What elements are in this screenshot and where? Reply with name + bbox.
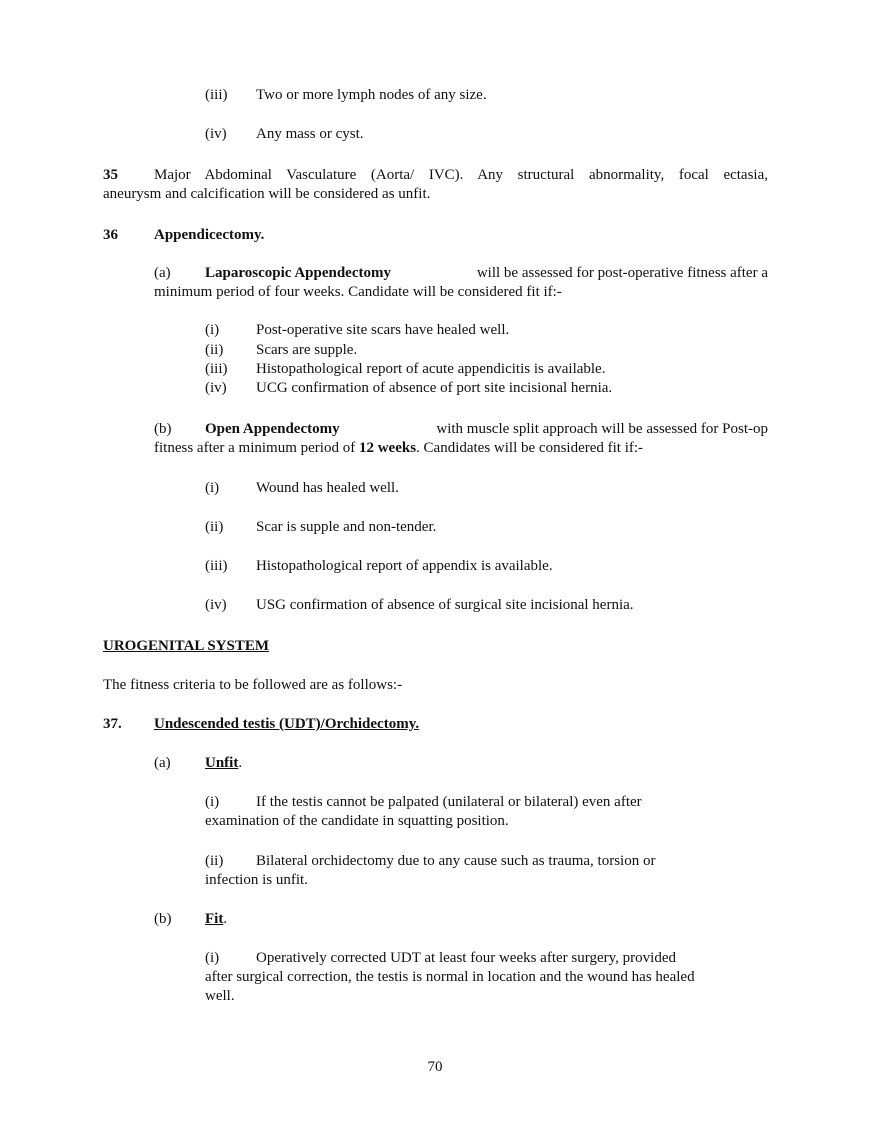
item-text: Scar is supple and non-tender.: [256, 519, 437, 535]
subsection-b-line-2: [154, 439, 643, 458]
section-36-number: 36: [103, 227, 118, 243]
item-number: (iv): [205, 380, 227, 396]
item-text: Post-operative site scars have healed well.: [256, 322, 510, 338]
section-35-number: 35: [103, 167, 118, 183]
section-35-line-2: aneurysm and calcification will be considered as unfit.: [103, 186, 431, 202]
item-number: (iii): [205, 87, 228, 103]
subsection-a-line-1: [205, 264, 768, 283]
subsection-b-line-1-text: with muscle split approach will be assessed for Post-op: [436, 421, 768, 437]
section-35-line-1: Major Abdominal Vasculature (Aorta/ IVC). Any structural abnormality, focal ectasia,: [154, 167, 768, 183]
item-text: USG confirmation of absence of surgical site incisional hernia.: [256, 597, 634, 613]
item-text: Scars are supple.: [256, 342, 358, 358]
item-text: If the testis cannot be palpated (unilateral or bilateral) even after: [256, 794, 642, 810]
urogenital-intro: The fitness criteria to be followed are as follows:-: [103, 677, 403, 693]
item-text: Bilateral orchidectomy due to any cause such as trauma, torsion or: [256, 853, 656, 869]
item-text: Two or more lymph nodes of any size.: [256, 87, 487, 103]
item-number: (iii): [205, 361, 228, 377]
item-number: (i): [205, 794, 220, 810]
item-text-continued: well.: [205, 988, 235, 1004]
item-text-continued: after surgical correction, the testis is normal in location and the wound has healed: [205, 969, 695, 985]
open-appendectomy-title: Open Appendectomy: [205, 421, 340, 437]
item-number: (iii): [205, 558, 228, 574]
subsection-b-line-2-end: . Candidates will be considered fit if:-: [416, 440, 644, 456]
subsection-a-line-1-text: will be assessed for post-operative fitness after a: [476, 265, 768, 281]
item-number: (ii): [205, 342, 224, 358]
unfit-heading: Unfit.: [205, 755, 243, 771]
subsection-a-label: (a): [154, 265, 171, 281]
item-text: Any mass or cyst.: [256, 126, 364, 142]
item-text: UCG confirmation of absence of port site incisional hernia.: [256, 380, 613, 396]
item-number: (i): [205, 480, 220, 496]
twelve-weeks: 12 weeks: [358, 440, 417, 456]
unfit-title: Unfit: [205, 755, 239, 771]
item-number: (i): [205, 950, 220, 966]
item-number: (ii): [205, 853, 224, 869]
subsection-a-line-2: minimum period of four weeks. Candidate will be considered fit if:-: [154, 284, 562, 300]
item-number: (iv): [205, 597, 227, 613]
subsection-a-label: (a): [154, 755, 171, 771]
item-number: (i): [205, 322, 220, 338]
item-text-continued: infection is unfit.: [205, 872, 308, 888]
urogenital-heading: UROGENITAL SYSTEM: [103, 638, 270, 654]
item-text: Histopathological report of acute appendicitis is available.: [256, 361, 606, 377]
item-text-continued: examination of the candidate in squatting position.: [205, 813, 509, 829]
fit-heading: Fit.: [205, 911, 228, 927]
page-number: 70: [427, 1059, 443, 1075]
item-text: Wound has healed well.: [256, 480, 399, 496]
subsection-b-label: (b): [154, 421, 172, 437]
item-text: Histopathological report of appendix is available.: [256, 558, 553, 574]
section-37-number: 37.: [103, 716, 122, 732]
laparoscopic-appendectomy-title: Laparoscopic Appendectomy: [205, 265, 391, 281]
item-number: (ii): [205, 519, 224, 535]
item-text: Operatively corrected UDT at least four weeks after surgery, provided: [256, 950, 676, 966]
subsection-b-label: (b): [154, 911, 172, 927]
section-37-title: Undescended testis (UDT)/Orchidectomy.: [154, 716, 420, 732]
subsection-b-line-2-text: fitness after a minimum period of: [154, 440, 356, 456]
item-number: (iv): [205, 126, 227, 142]
subsection-b-line-1: [205, 420, 768, 439]
fit-title: Fit: [205, 911, 224, 927]
section-36-title: Appendicectomy.: [154, 227, 265, 243]
